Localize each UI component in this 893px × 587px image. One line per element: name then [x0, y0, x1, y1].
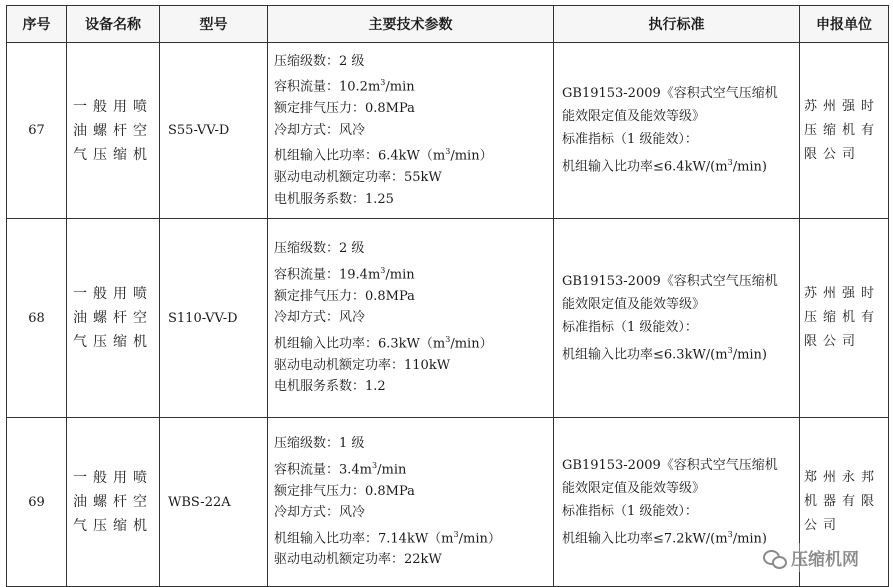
- standard-line: GB19153-2009《容积式空气压缩机: [562, 273, 778, 289]
- cell-no: 69: [7, 418, 67, 587]
- cell-no: 67: [7, 43, 67, 219]
- param-motor: 驱动电动机额定功率：110kW: [274, 357, 451, 373]
- param-flow: 容积流量：$10.2m^3/\min$: [274, 78, 415, 95]
- standard-line: 标准指标（1 级能效）：: [562, 503, 698, 519]
- header-model: 型号: [160, 6, 268, 43]
- header-params: 主要技术参数: [268, 6, 554, 43]
- table-row: [7, 219, 889, 418]
- param-flow: 容积流量：$3.4m^3/\min$: [274, 460, 407, 477]
- cell-model: S110-VV-D: [160, 219, 268, 418]
- header-standard: 执行标准: [554, 6, 800, 43]
- cell-params: [268, 43, 554, 219]
- header-no: 序号: [7, 6, 67, 43]
- standard-line: 标准指标（1 级能效）：: [562, 319, 698, 335]
- param-service: 电机服务系数：1.2: [274, 379, 386, 395]
- param-power: 机组输入比功率：$6.4kW(m^3/\min)$: [274, 147, 493, 164]
- cell-no: 68: [7, 219, 67, 418]
- standard-line: GB19153-2009《容积式空气压缩机: [562, 457, 778, 473]
- param-pressure: 额定排气压力：0.8MPa: [274, 288, 415, 304]
- standard-line: 能效限定值及能效等级》: [562, 480, 706, 496]
- cell-model: S55-VV-D: [160, 43, 268, 219]
- standard-line: GB19153-2009《容积式空气压缩机: [562, 86, 778, 102]
- param-power: 机组输入比功率：$6.3kW(m^3/\min)$: [274, 334, 493, 352]
- watermark-text: 压缩机网: [791, 550, 859, 570]
- param-pressure: 额定排气压力：0.8MPa: [274, 483, 415, 499]
- table-row: [7, 43, 889, 219]
- param-cooling: 冷却方式：风冷: [274, 505, 366, 520]
- wechat-icon: [763, 549, 785, 567]
- cell-name: 一般用喷油螺杆空气压缩机: [67, 418, 160, 587]
- param-motor: 驱动电动机额定功率：22kW: [274, 552, 442, 568]
- param-flow: 容积流量：$19.4m^3/\min$: [274, 265, 415, 283]
- param-stages: 压缩级数：2 级: [274, 53, 365, 69]
- param-cooling: 冷却方式：风冷: [274, 310, 366, 326]
- cell-name: 一般用喷油螺杆空气压缩机: [67, 43, 160, 219]
- standard-line: 能效限定值及能效等级》: [562, 109, 706, 125]
- cell-unit: 苏州强时压缩机有限公司: [800, 219, 889, 418]
- equipment-table: [6, 5, 889, 587]
- param-pressure: 额定排气压力：0.8MPa: [274, 101, 415, 117]
- cell-params: [268, 418, 554, 587]
- cell-unit: 郑州永邦机器有限公司: [800, 418, 889, 587]
- standard-line: 机组输入比功率$\le 6.3kW/(m^3/\min)$: [562, 345, 767, 363]
- param-service: 电机服务系数：1.25: [274, 191, 394, 207]
- standard-line: 机组输入比功率$\le 7.2kW/(m^3/\min)$: [562, 529, 767, 547]
- header-unit: 申报单位: [800, 6, 889, 43]
- cell-unit: 苏州强时压缩机有限公司: [800, 43, 889, 219]
- cell-model: WBS-22A: [160, 418, 268, 587]
- param-cooling: 冷却方式：风冷: [274, 122, 366, 138]
- cell-name: 一般用喷油螺杆空气压缩机: [67, 219, 160, 418]
- param-motor: 驱动电动机额定功率：55kW: [274, 170, 442, 186]
- watermark: [757, 543, 865, 572]
- param-stages: 压缩级数：2 级: [274, 241, 365, 257]
- cell-standard: [554, 43, 800, 219]
- header-row: [7, 6, 889, 43]
- cell-params: [268, 219, 554, 418]
- param-power: 机组输入比功率：$7.14kW(m^3/\min)$: [274, 529, 501, 546]
- standard-line: 能效限定值及能效等级》: [562, 296, 706, 312]
- cell-standard: [554, 219, 800, 418]
- standard-line: 机组输入比功率$\le 6.4kW/(m^3/\min)$: [562, 158, 767, 175]
- header-name: 设备名称: [67, 6, 160, 43]
- param-stages: 压缩级数：1 级: [274, 436, 365, 452]
- standard-line: 标准指标（1 级能效）：: [562, 132, 698, 148]
